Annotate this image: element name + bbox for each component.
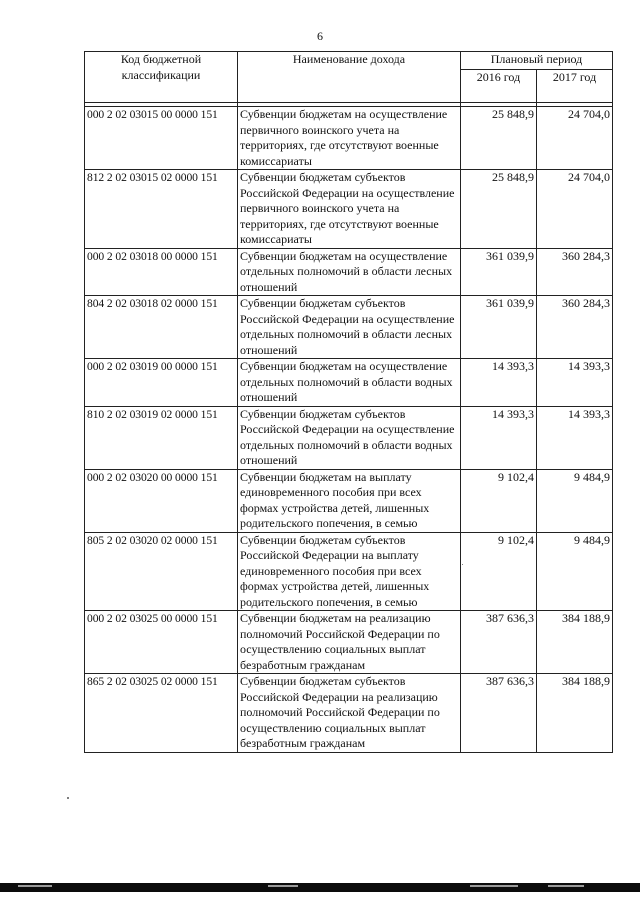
table-row: [85, 674, 613, 753]
table-row: [85, 107, 613, 170]
scan-edge-band: [0, 883, 640, 892]
code-cell: 000 2 02 03015 00 0000 151: [85, 107, 238, 170]
amount-2016-cell: 25 848,9: [461, 107, 537, 170]
column-header-2017: 2017 год: [537, 70, 613, 103]
table-row: [85, 532, 613, 611]
amount-2017-cell: 360 284,3: [537, 296, 613, 359]
column-header-planned-period: Плановый период: [461, 52, 613, 70]
code-cell: 000 2 02 03025 00 0000 151: [85, 611, 238, 674]
table-row: [85, 406, 613, 469]
revenue-name-cell: Субвенции бюджетам субъектов Российской Федерации на осуществление отдельных полномочий в области лесных отношений: [238, 296, 461, 359]
revenue-table: [84, 51, 613, 753]
amount-2016-cell: 14 393,3: [461, 359, 537, 407]
revenue-name-cell: Субвенции бюджетам на осуществление отдельных полномочий в области лесных отношений: [238, 248, 461, 296]
column-header-2016: 2016 год: [461, 70, 537, 103]
scan-speck: [462, 564, 463, 565]
revenue-name-cell: Субвенции бюджетам на выплату единовременного пособия при всех формах устройства детей, лишенных родительского попечения, в семью: [238, 469, 461, 532]
code-cell: 865 2 02 03025 02 0000 151: [85, 674, 238, 753]
amount-2016-cell: 361 039,9: [461, 248, 537, 296]
code-cell: 810 2 02 03019 02 0000 151: [85, 406, 238, 469]
code-cell: 804 2 02 03018 02 0000 151: [85, 296, 238, 359]
amount-2017-cell: 24 704,0: [537, 107, 613, 170]
code-cell: 812 2 02 03015 02 0000 151: [85, 170, 238, 249]
code-cell: 000 2 02 03018 00 0000 151: [85, 248, 238, 296]
amount-2017-cell: 384 188,9: [537, 674, 613, 753]
table-row: [85, 248, 613, 296]
amount-2016-cell: 387 636,3: [461, 611, 537, 674]
column-header-code: Код бюджетной классификации: [85, 52, 238, 103]
amount-2017-cell: 9 484,9: [537, 469, 613, 532]
table-row: [85, 296, 613, 359]
code-cell: 805 2 02 03020 02 0000 151: [85, 532, 238, 611]
amount-2017-cell: 14 393,3: [537, 359, 613, 407]
revenue-name-cell: Субвенции бюджетам на осуществление первичного воинского учета на территориях, где отсутствуют военные комиссариаты: [238, 107, 461, 170]
table-body: [85, 103, 613, 753]
header-row: [85, 52, 613, 70]
code-cell: 000 2 02 03019 00 0000 151: [85, 359, 238, 407]
revenue-name-cell: Субвенции бюджетам на реализацию полномочий Российской Федерации по осуществлению социальных выплат безработным гражданам: [238, 611, 461, 674]
revenue-name-cell: Субвенции бюджетам субъектов Российской Федерации на реализацию полномочий Российской Федерации по осуществлению социальных выплат безработным гражданам: [238, 674, 461, 753]
revenue-name-cell: Субвенции бюджетам субъектов Российской Федерации на осуществление отдельных полномочий в области водных отношений: [238, 406, 461, 469]
amount-2016-cell: 9 102,4: [461, 532, 537, 611]
page-number: 6: [317, 29, 323, 43]
table-row: [85, 170, 613, 249]
amount-2016-cell: 25 848,9: [461, 170, 537, 249]
scan-speck: [67, 797, 69, 799]
amount-2016-cell: 387 636,3: [461, 674, 537, 753]
revenue-name-cell: Субвенции бюджетам на осуществление отдельных полномочий в области водных отношений: [238, 359, 461, 407]
amount-2016-cell: 14 393,3: [461, 406, 537, 469]
amount-2017-cell: 9 484,9: [537, 532, 613, 611]
revenue-name-cell: Субвенции бюджетам субъектов Российской Федерации на выплату единовременного пособия при всех формах устройства детей, лишенных родительского попечения, в семью: [238, 532, 461, 611]
amount-2017-cell: 24 704,0: [537, 170, 613, 249]
amount-2017-cell: 360 284,3: [537, 248, 613, 296]
revenue-name-cell: Субвенции бюджетам субъектов Российской Федерации на осуществление первичного воинского учета на территориях, где отсутствуют военные комиссариаты: [238, 170, 461, 249]
amount-2016-cell: 9 102,4: [461, 469, 537, 532]
amount-2017-cell: 14 393,3: [537, 406, 613, 469]
table-row: [85, 359, 613, 407]
code-cell: 000 2 02 03020 00 0000 151: [85, 469, 238, 532]
table-row: [85, 469, 613, 532]
amount-2016-cell: 361 039,9: [461, 296, 537, 359]
column-header-name: Наименование дохода: [238, 52, 461, 103]
table-row: [85, 611, 613, 674]
amount-2017-cell: 384 188,9: [537, 611, 613, 674]
